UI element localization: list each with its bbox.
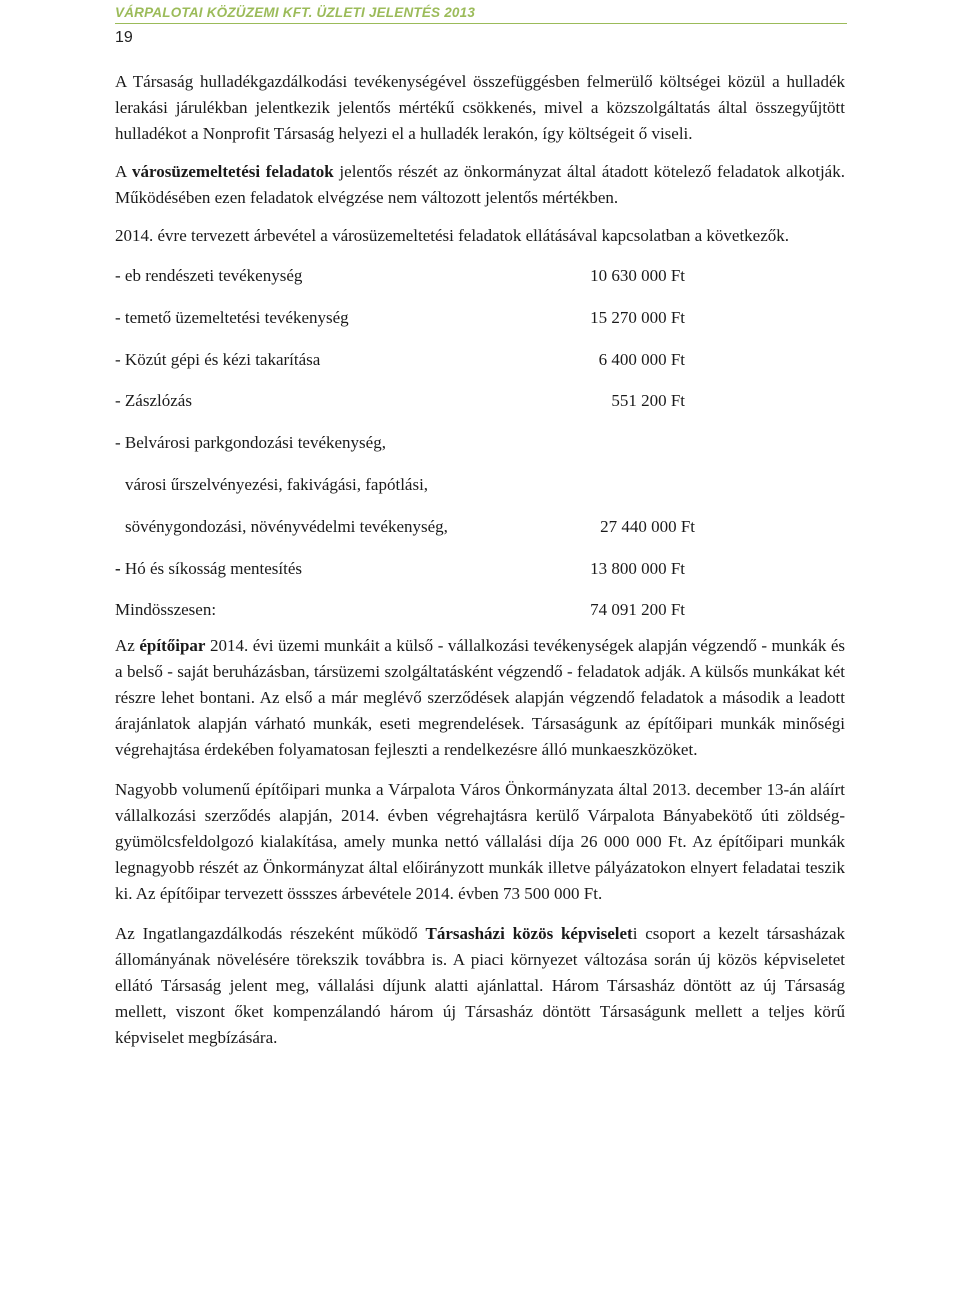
list-item [115,305,845,331]
bold-condominium: Társasházi közös képviselet [425,924,633,944]
item-label: városi űrszelvényezési, fakivágási, fapótlási, [125,474,429,494]
list-item [115,430,845,456]
list-item [115,472,845,498]
item-label: - Hó és síkosság mentesítés [115,558,302,578]
paragraph-planned-revenue: 2014. évre tervezett árbevétel a városüzemeltetési feladatok ellátásával kapcsolatban a következők. [115,226,790,245]
item-amount: 27 440 000 Ft [600,516,695,536]
header-title: VÁRPALOTAI KÖZÜZEMI KFT. ÜZLETI JELENTÉS 2013 [115,5,476,20]
item-amount: 551 200 Ft [611,391,685,411]
item-label: - Belvárosi parkgondozási tevékenység, [115,433,386,453]
list-item [115,388,845,414]
item-prefix: - [115,558,121,578]
paragraph-waste-management: A Társaság hulladékgazdálkodási tevékenységével összefüggésben felmerülő költségei közül a hulladék lerakási járulékban jelentkezik jelentős mértékű csökkenés, mivel a közszolgáltatás által összegyűjtött hulladékot a Nonprofit Társaság helyezi el a hulladék lerakón, így költségeit ő viseli. [115,72,845,143]
item-label: - eb rendészeti tevékenység [115,266,303,285]
item-label: - Zászlózás [115,391,192,411]
item-amount: 6 400 000 Ft [598,349,685,369]
bold-construction: építőipar [139,636,206,656]
list-item-total [115,597,845,623]
list-item [115,347,845,373]
page-header [115,4,847,48]
document-body [115,69,845,1051]
header-rule [115,23,847,24]
paragraph-major-construction: Nagyobb volumenű építőipari munka a Várpalota Város Önkormányzata által 2013. december 13-án aláírt vállalkozási szerződés alapján, 2014. évben végrehajtásra kerülő Várpalota Bányabekötő úti zöldség-gyümölcsfeldolgozó kialakítása, amely munka nettó vállalási díja 26 000 000 Ft. Az építőipari munkák legnagyobb részét az Önkormányzat által előirányzott munkák illetve pályázatokon elnyert feladatai teszik ki. Az építőipar tervezett össszes árbevétele 2014. évben 73 500 000 Ft. [115,780,845,904]
bold-city-operations: városüzemeltetési feladatok [132,162,334,181]
item-amount: 10 630 000 Ft [590,266,685,285]
list-item [115,514,845,540]
item-label: sövénygondozási, növényvédelmi tevékenység, [125,516,448,536]
item-label: - Közút gépi és kézi takarítása [115,349,321,369]
list-item [115,556,845,582]
paragraph-city-operations: A városüzemeltetési feladatok jelentős részét az önkormányzat által átadott kötelező feladatok alkotják. Működésében ezen feladatok elvégzése nem változott jelentős mértékben. [115,162,845,207]
item-amount: 13 800 000 Ft [590,558,685,578]
paragraph-condominium: Az Ingatlangazdálkodás részeként működő Társasházi közös képviseleti csoport a kezelt társasházak állományának növelésére törekszik továbbra is. A piaci környezet változása során új közös képviseletet ellátó Társaság jelent meg, vállalási díjunk alatti ajánlattal. Három Társasház döntött az új Társaság mellett, viszont őket kompenzálandó három új Társasház döntött Társaságunk mellett a teljes körű képviselet megbízására. [115,924,845,1048]
revenue-list [115,263,845,623]
paragraph-construction: Az építőipar 2014. évi üzemi munkáit a külső - vállalkozási tevékenységek alapján végzendő - munkák és a belső - saját beruházásban, társüzemi szolgáltatásként végzendő - feladatok adják. A külsős munkákat két részre lehet bontani. Az első a már meglévő szerződések alapján végzendő feladatok a második a leadott árajánlatok alapján várható munkák, eseti megrendelések. Társaságunk az építőipari munkák minőségi végrehajtása érdekében folyamatosan fejleszti a rendelkezésre álló munkaeszközöket. [115,636,845,760]
item-label: - temető üzemeltetési tevékenység [115,307,349,327]
page-number: 19 [115,29,133,46]
item-amount: 15 270 000 Ft [590,307,685,327]
total-label: Mindösszesen: [115,600,217,620]
total-amount: 74 091 200 Ft [590,600,685,620]
list-item [115,263,845,289]
